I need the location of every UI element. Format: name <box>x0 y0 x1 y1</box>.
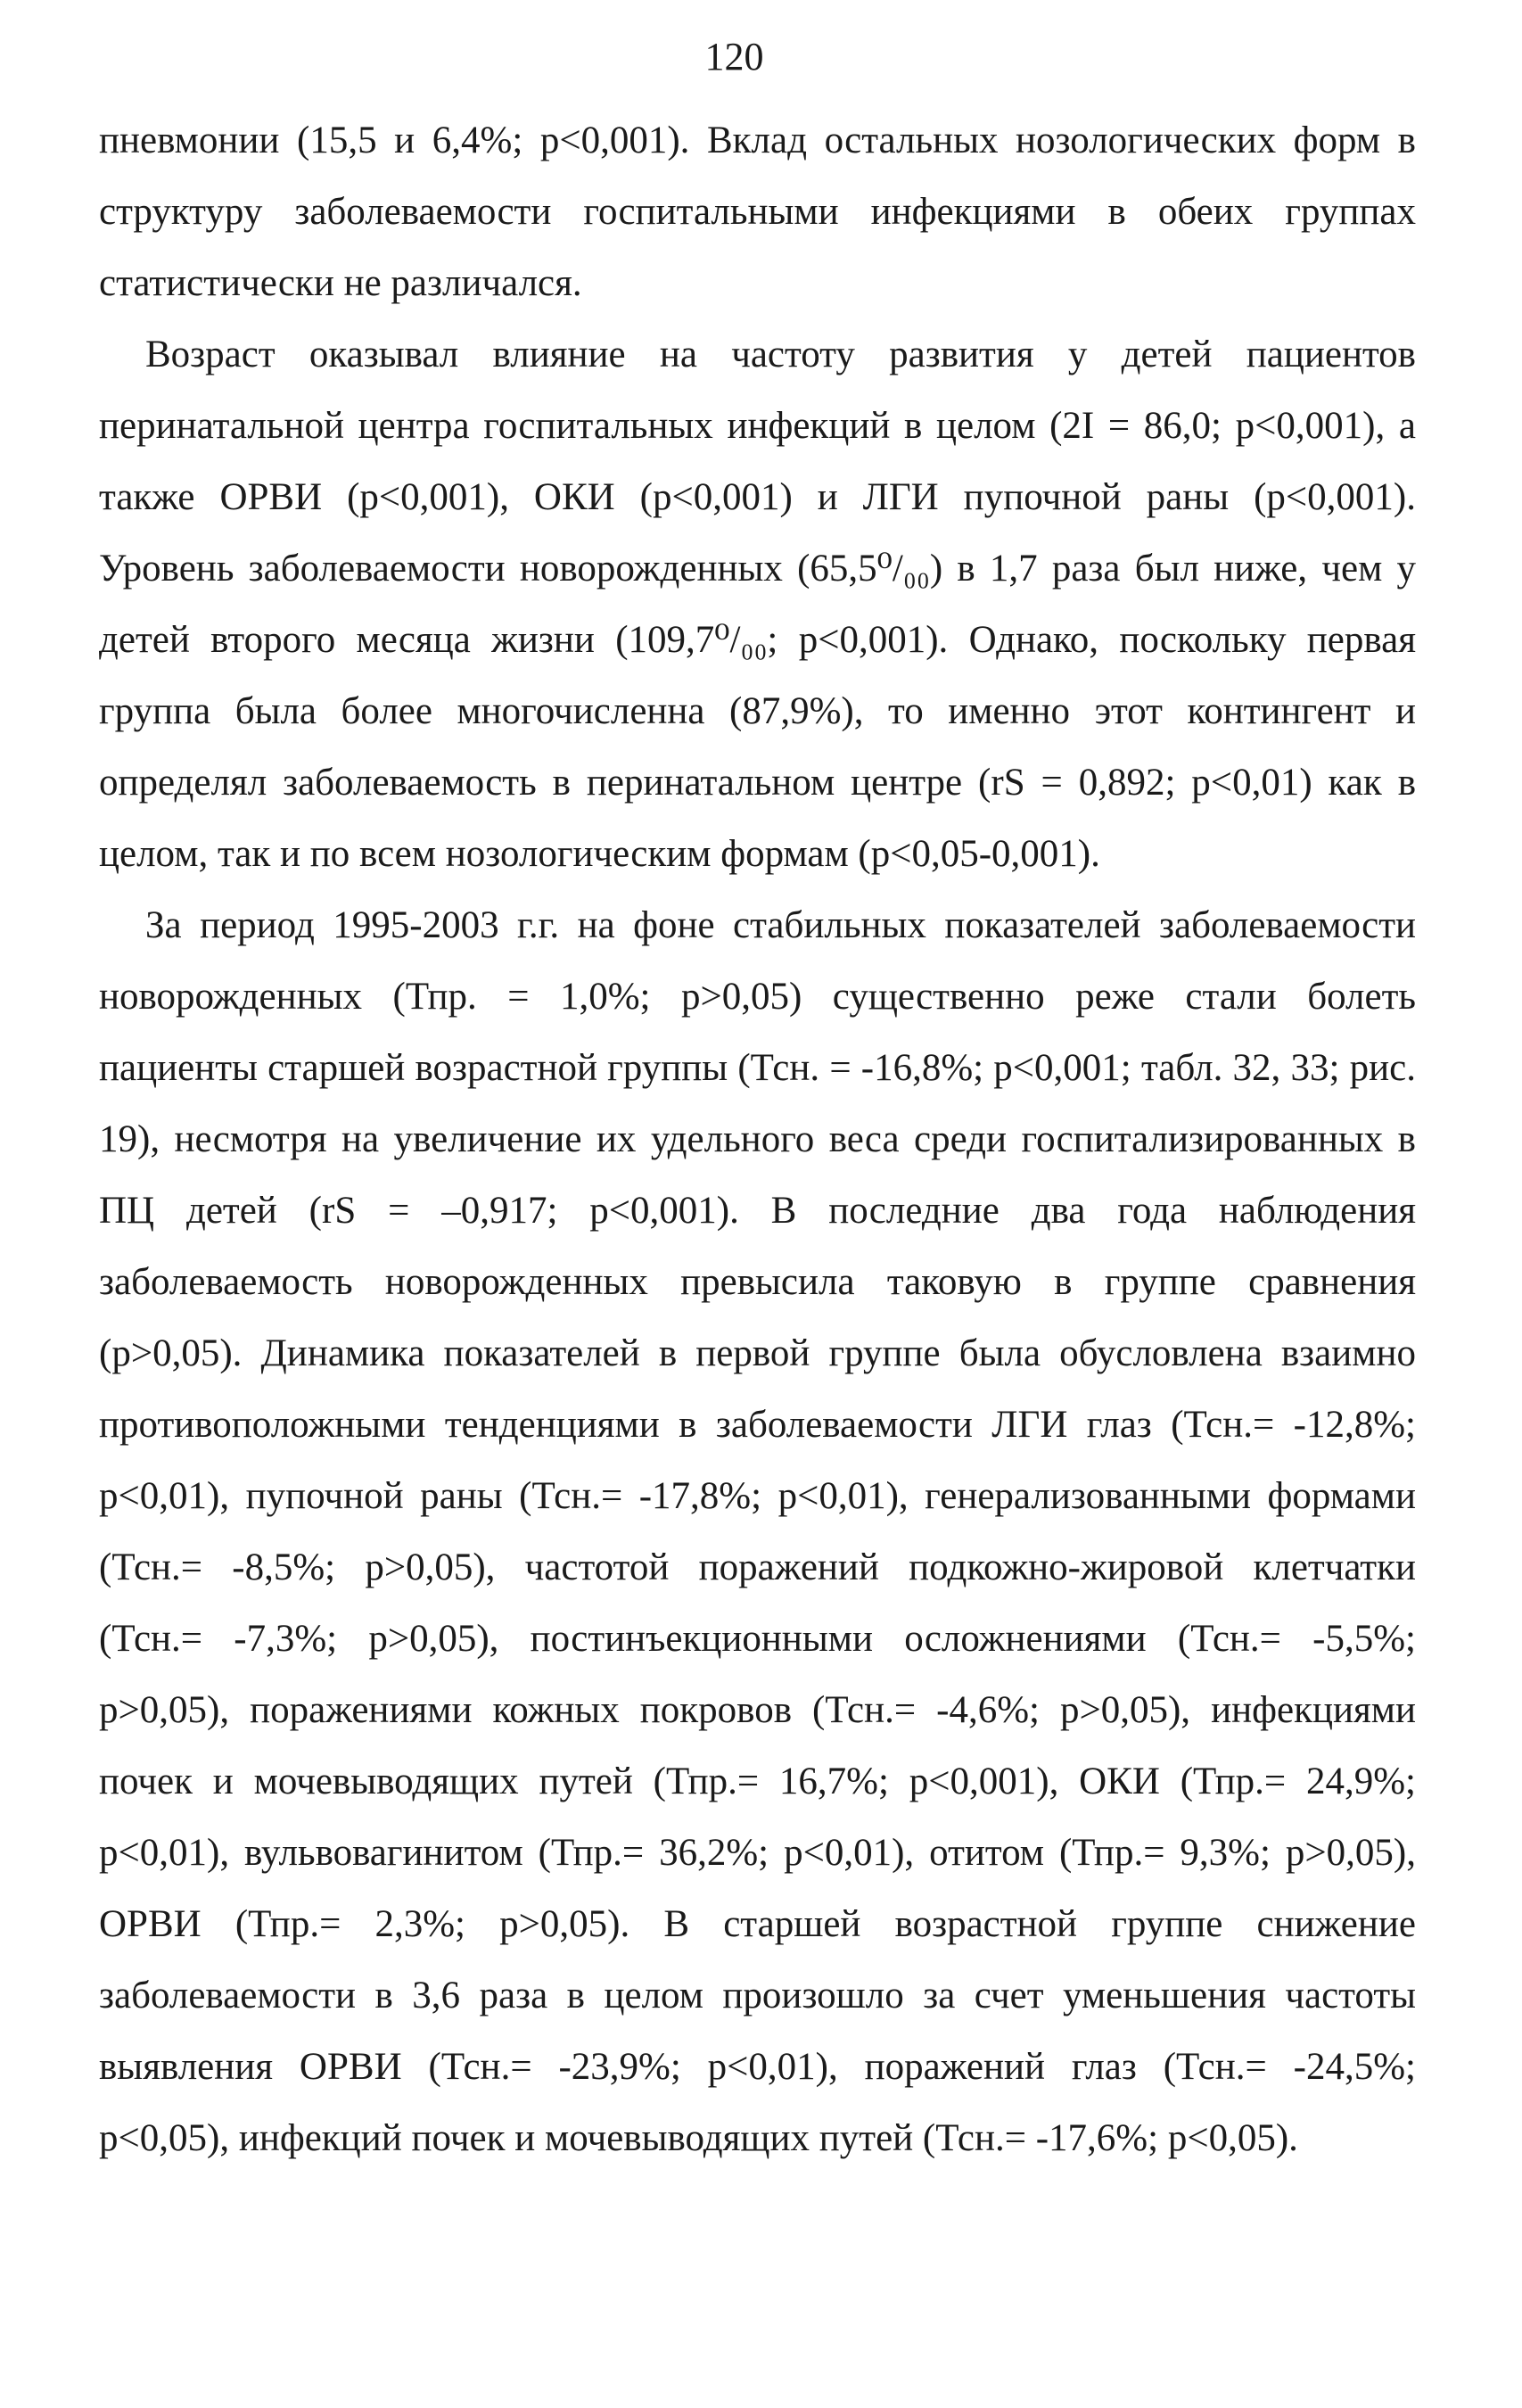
text-line: почек и мочевыводящих путей (Тпр.= 16,7%; p<0,001), ОКИ (Тпр.= 24,9%; <box>99 1761 1416 1802</box>
text-line: p>0,05), поражениями кожных покровов (Тсн.= -4,6%; p>0,05), инфекциями <box>99 1689 1416 1731</box>
text-line: 19), несмотря на увеличение их удельного веса среди госпитализированных в <box>99 1118 1416 1160</box>
text-line: противоположными тенденциями в заболеваемости ЛГИ глаз (Тсн.= -12,8%; <box>99 1404 1416 1446</box>
text-line: выявления ОРВИ (Тсн.= -23,9%; p<0,01), поражений глаз (Тсн.= -24,5%; <box>99 2046 1416 2088</box>
text-line: структуру заболеваемости госпитальными инфекциями в обеих группах <box>99 191 1416 233</box>
paragraph <box>99 105 1416 319</box>
paragraph <box>99 890 1416 2174</box>
text-line: целом, так и по всем нозологическим формам (p<0,05-0,001). <box>99 833 1100 875</box>
text-line: пневмонии (15,5 и 6,4%; p<0,001). Вклад остальных нозологических форм в <box>99 120 1416 161</box>
text-line: группа была более многочисленна (87,9%), то именно этот контингент и <box>99 690 1416 732</box>
text-line: p<0,01), пупочной раны (Тсн.= -17,8%; p<0,01), генерализованными формами <box>99 1475 1416 1517</box>
text-line: p<0,05), инфекций почек и мочевыводящих путей (Тсн.= -17,6%; p<0,05). <box>99 2117 1298 2159</box>
text-line: статистически не различался. <box>99 262 582 304</box>
text-line: (Тсн.= -7,3%; p>0,05), постинъекционными осложнениями (Тсн.= -5,5%; <box>99 1618 1416 1660</box>
text-line: (p>0,05). Динамика показателей в первой группе была обусловлена взаимно <box>99 1332 1416 1374</box>
text-line: новорожденных (Тпр. = 1,0%; p>0,05) существенно реже стали болеть <box>99 976 1416 1018</box>
text-line: заболеваемость новорожденных превысила таковую в группе сравнения <box>99 1261 1416 1303</box>
text-line: перинатальной центра госпитальных инфекций в целом (2I = 86,0; p<0,001), а <box>99 405 1416 447</box>
paragraph <box>99 319 1416 890</box>
text-line: p<0,01), вульвовагинитом (Тпр.= 36,2%; p<0,01), отитом (Тпр.= 9,3%; p>0,05), <box>99 1832 1416 1874</box>
text-line: детей второго месяца жизни (109,7⁰/₀₀; p<0,001). Однако, поскольку первая <box>99 619 1416 661</box>
page-number: 120 <box>704 35 764 78</box>
text-line: ОРВИ (Тпр.= 2,3%; p>0,05). В старшей возрастной группе снижение <box>99 1903 1416 1945</box>
text-line: ПЦ детей (rS = –0,917; p<0,001). В последние два года наблюдения <box>99 1190 1416 1232</box>
text-line: определял заболеваемость в перинатальном центре (rS = 0,892; p<0,01) как в <box>99 762 1416 804</box>
body-text <box>99 105 1416 2174</box>
text-line: За период 1995-2003 г.г. на фоне стабильных показателей заболеваемости <box>145 904 1416 946</box>
text-line: заболеваемости в 3,6 раза в целом произошло за счет уменьшения частоты <box>99 1975 1416 2016</box>
text-line: пациенты старшей возрастной группы (Тсн. = -16,8%; p<0,001; табл. 32, 33; рис. <box>99 1047 1416 1089</box>
text-line: (Тсн.= -8,5%; p>0,05), частотой поражений подкожно-жировой клетчатки <box>99 1546 1416 1588</box>
text-line: также ОРВИ (p<0,001), ОКИ (p<0,001) и ЛГИ пупочной раны (p<0,001). <box>99 476 1416 518</box>
text-line: Уровень заболеваемости новорожденных (65,5⁰/₀₀) в 1,7 раза был ниже, чем у <box>99 548 1416 590</box>
text-line: Возраст оказывал влияние на частоту развития у детей пациентов <box>145 334 1416 375</box>
